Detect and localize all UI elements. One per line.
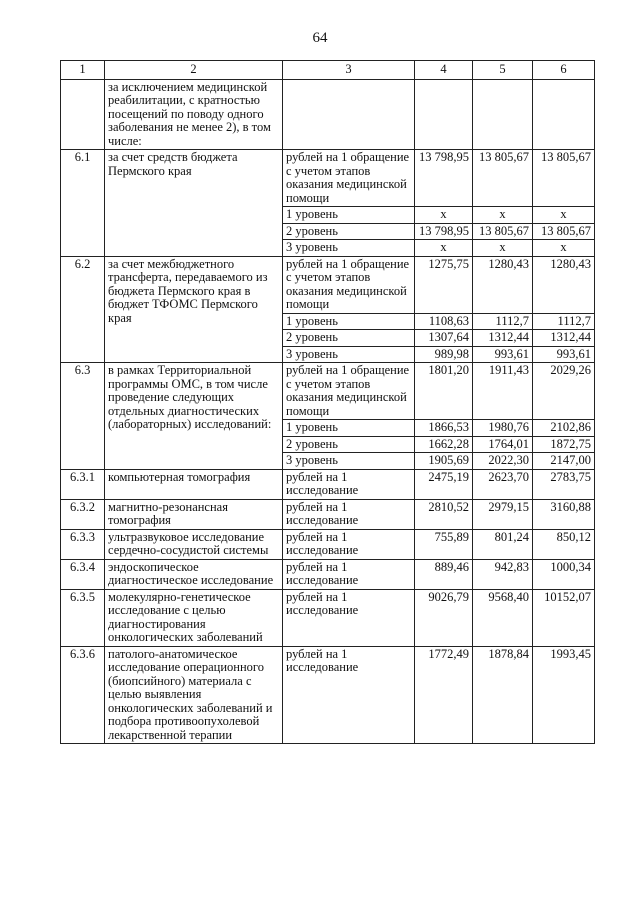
table-row [61,559,595,589]
row-value: 993,61 [473,346,533,363]
row-number: 6.1 [61,150,105,257]
row-value: 13 805,67 [533,223,595,240]
table-row [61,256,595,313]
row-value: 10152,07 [533,589,595,646]
table-row [61,499,595,529]
row-value: 1312,44 [533,330,595,347]
row-value: 1000,34 [533,559,595,589]
row-value: 2810,52 [415,499,473,529]
row-value: 1993,45 [533,646,595,744]
row-value: 2147,00 [533,453,595,470]
header-cell: 3 [283,61,415,80]
row-value: 1772,49 [415,646,473,744]
row-value: x [473,207,533,224]
row-value: x [473,240,533,257]
row-value: 755,89 [415,529,473,559]
row-name: за счет межбюджетного трансферта, передаваемого из бюджета Пермского края в бюджет ТФОМС Пермского края [105,256,283,363]
level-label: 3 уровень [283,346,415,363]
row-unit: рублей на 1 исследование [283,559,415,589]
row-value: 1280,43 [473,256,533,313]
row-value [415,79,473,150]
row-value: 13 798,95 [415,150,473,207]
row-name: магнитно-резонансная томография [105,499,283,529]
tariff-table [60,60,595,744]
level-label: 2 уровень [283,223,415,240]
row-value: 1866,53 [415,420,473,437]
row-value: 13 798,95 [415,223,473,240]
row-number: 6.2 [61,256,105,363]
row-value: 13 805,67 [473,223,533,240]
row-number: 6.3.3 [61,529,105,559]
row-value: 1764,01 [473,436,533,453]
row-value: 13 805,67 [473,150,533,207]
row-value: 1911,43 [473,363,533,420]
row-unit [283,79,415,150]
row-value [533,79,595,150]
table-row [61,79,595,150]
table-row [61,469,595,499]
row-number: 6.3.2 [61,499,105,529]
row-value: 2022,30 [473,453,533,470]
level-label: 1 уровень [283,207,415,224]
row-value: 2783,75 [533,469,595,499]
row-value: x [533,207,595,224]
table-row [61,363,595,420]
row-number: 6.3.6 [61,646,105,744]
row-value: 1112,7 [533,313,595,330]
header-cell: 1 [61,61,105,80]
row-name: компьютерная томография [105,469,283,499]
row-name: ультразвуковое исследование сердечно-сосудистой системы [105,529,283,559]
row-value: 1312,44 [473,330,533,347]
row-value: 1878,84 [473,646,533,744]
row-unit: рублей на 1 исследование [283,469,415,499]
row-value: 1307,64 [415,330,473,347]
row-unit: рублей на 1 исследование [283,646,415,744]
row-value: x [415,240,473,257]
row-value: 13 805,67 [533,150,595,207]
row-unit: рублей на 1 обращение с учетом этапов оказания медицинской помощи [283,363,415,420]
row-unit: рублей на 1 обращение с учетом этапов оказания медицинской помощи [283,256,415,313]
table-row [61,646,595,744]
level-label: 1 уровень [283,313,415,330]
row-value: 9026,79 [415,589,473,646]
row-unit: рублей на 1 исследование [283,499,415,529]
row-value: 2979,15 [473,499,533,529]
page-number: 64 [312,30,328,46]
row-number: 6.3.5 [61,589,105,646]
row-value: 1112,7 [473,313,533,330]
row-value: 2102,86 [533,420,595,437]
level-label: 3 уровень [283,453,415,470]
row-name: эндоскопическое диагностическое исследование [105,559,283,589]
row-value: 1980,76 [473,420,533,437]
table-header-row [61,61,595,80]
row-value: 1872,75 [533,436,595,453]
row-value: 1801,20 [415,363,473,420]
row-name: за исключением медицинской реабилитации, с кратностью посещений по поводу одного заболевания не менее 2), в том числе: [105,79,283,150]
level-label: 2 уровень [283,436,415,453]
row-value: x [533,240,595,257]
header-cell: 5 [473,61,533,80]
row-value: 850,12 [533,529,595,559]
header-cell: 2 [105,61,283,80]
row-value: 2475,19 [415,469,473,499]
row-name: в рамках Территориальной программы ОМС, в том числе проведение следующих отдельных диагностических (лабораторных) исследований: [105,363,283,470]
row-value: 801,24 [473,529,533,559]
row-unit: рублей на 1 исследование [283,529,415,559]
row-number: 6.3 [61,363,105,470]
row-number [61,79,105,150]
header-cell: 4 [415,61,473,80]
row-value: 3160,88 [533,499,595,529]
row-unit: рублей на 1 исследование [283,589,415,646]
level-label: 3 уровень [283,240,415,257]
row-name: молекулярно-генетическое исследование с целью диагностирования онкологических заболеваний [105,589,283,646]
row-value: 989,98 [415,346,473,363]
level-label: 2 уровень [283,330,415,347]
row-unit: рублей на 1 обращение с учетом этапов оказания медицинской помощи [283,150,415,207]
row-number: 6.3.4 [61,559,105,589]
row-value: x [415,207,473,224]
row-value: 1280,43 [533,256,595,313]
row-value: 1905,69 [415,453,473,470]
row-value: 1662,28 [415,436,473,453]
row-value: 1108,63 [415,313,473,330]
row-value: 1275,75 [415,256,473,313]
row-value: 993,61 [533,346,595,363]
row-name: патолого-анатомическое исследование операционного (биопсийного) материала с целью выявления онкологических заболеваний и подбора противоопухолевой лекарственной терапии [105,646,283,744]
row-value: 2623,70 [473,469,533,499]
row-value [473,79,533,150]
level-label: 1 уровень [283,420,415,437]
row-value: 9568,40 [473,589,533,646]
row-value: 2029,26 [533,363,595,420]
row-name: за счет средств бюджета Пермского края [105,150,283,257]
table-row [61,529,595,559]
row-number: 6.3.1 [61,469,105,499]
table-row [61,589,595,646]
header-cell: 6 [533,61,595,80]
row-value: 889,46 [415,559,473,589]
row-value: 942,83 [473,559,533,589]
table-row [61,150,595,207]
